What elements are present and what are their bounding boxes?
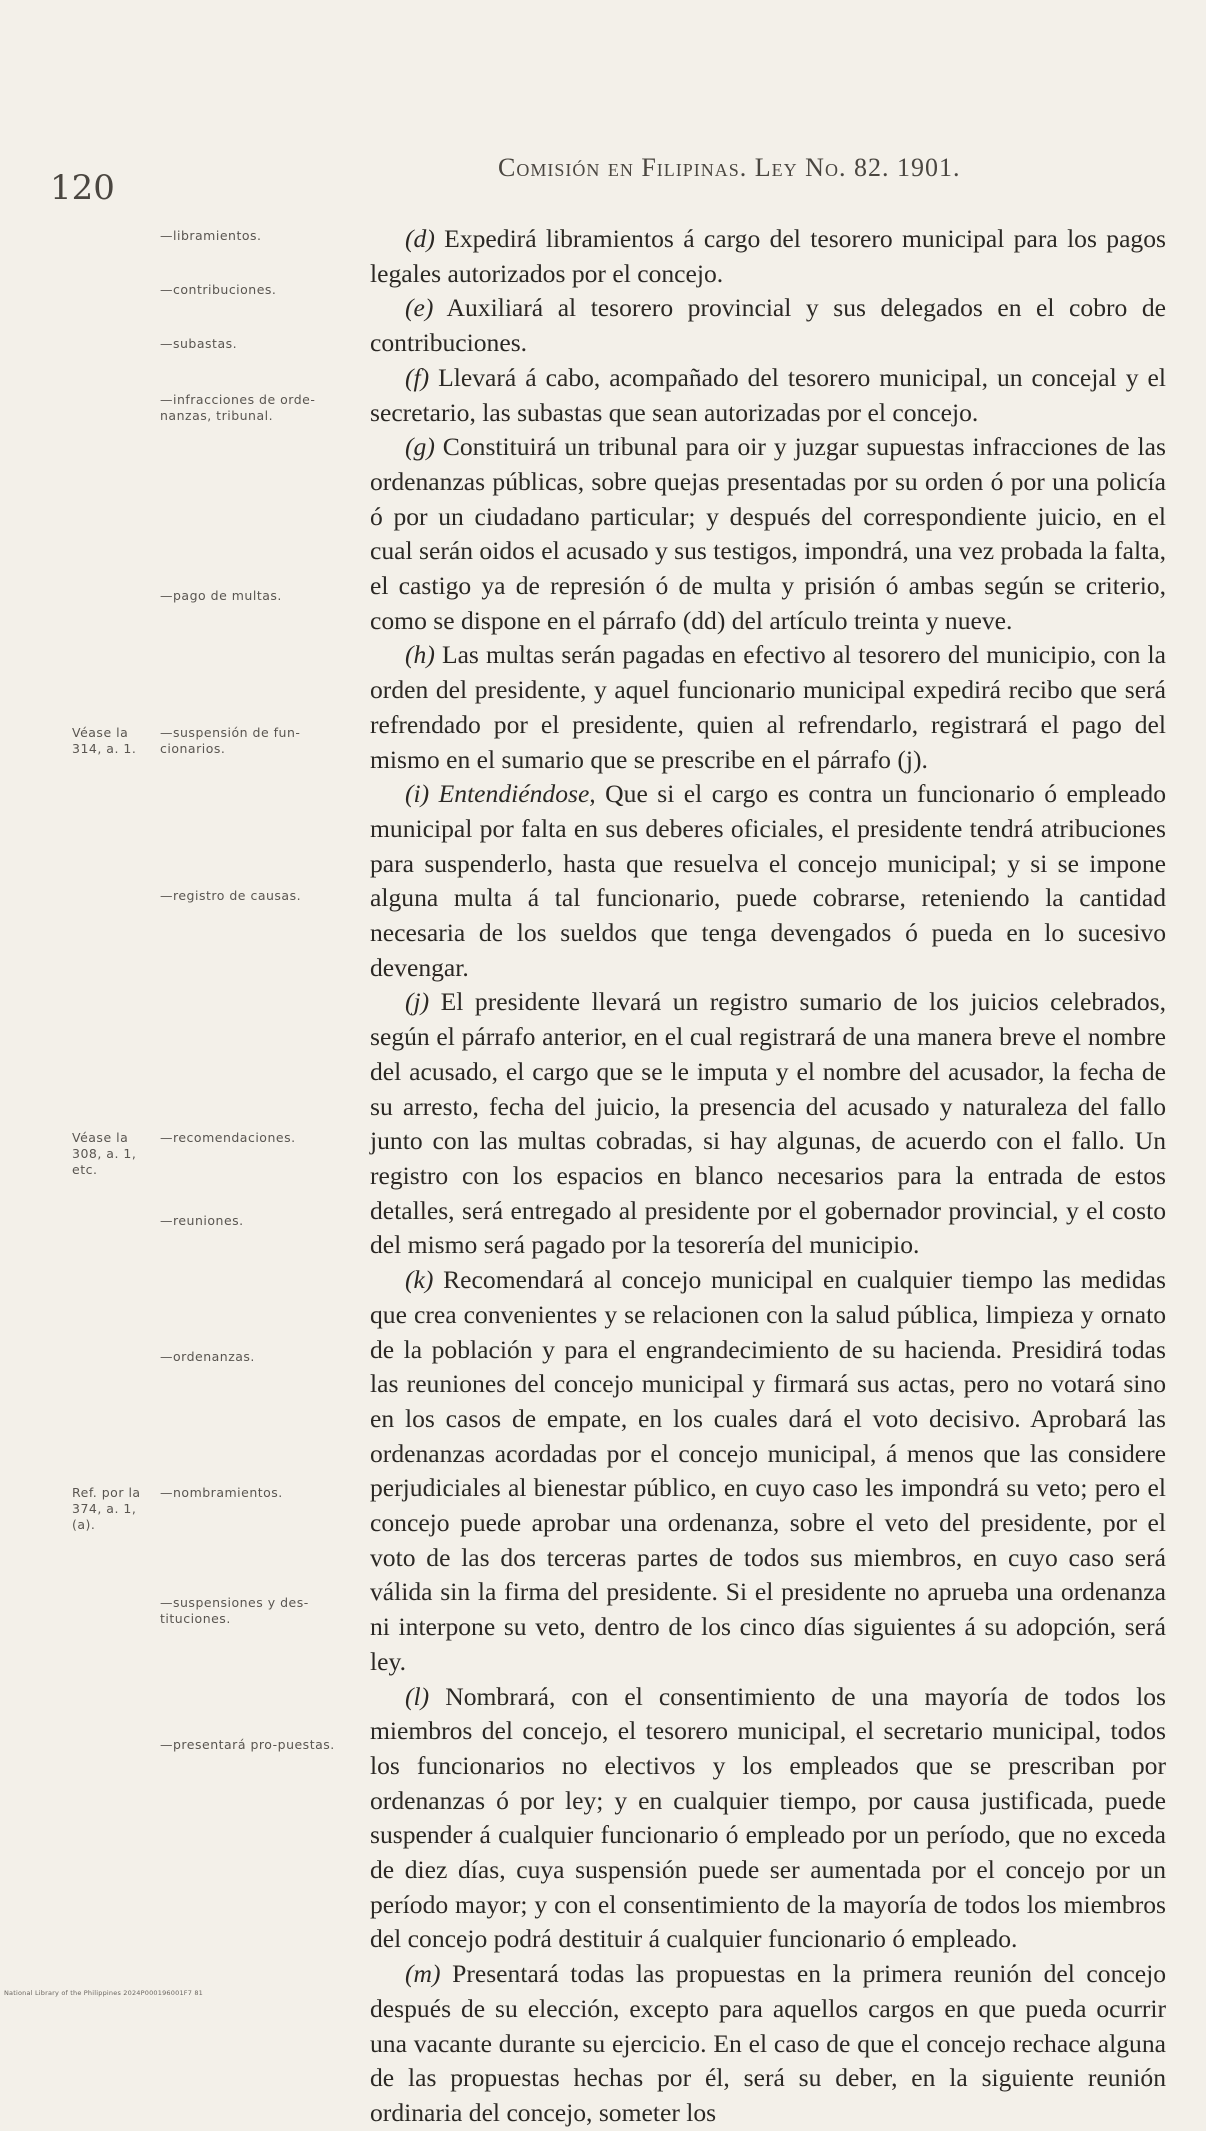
paragraph-text: Expedirá libramientos á cargo del tesorero municipal para los pagos legales autorizados por el concejo. (370, 224, 1166, 288)
paragraph-label: (g) (405, 432, 435, 462)
marginal-note: —nombramientos. (160, 1485, 283, 1500)
marginal-note: —reuniones. (160, 1213, 244, 1228)
paragraph-k (370, 1263, 1166, 1679)
marginal-note: —contribuciones. (160, 282, 277, 297)
paragraph-m (370, 1957, 1166, 2131)
paragraph-text: Recomendará al concejo municipal en cualquier tiempo las medidas que crea convenientes y se relacionen con la salud pública, limpieza y ornato de la población y para el engrandecimiento de su hacienda. Presidirá todas las reuniones del concejo municipal y firmará sus actas, pero no votará sino en los casos de empate, en los cuales dará el voto decisivo. Aprobará las ordenanzas acordadas por el concejo municipal, á menos que las considere perjudiciales al bienestar público, en cuyo caso les impondrá su veto; pero el concejo puede aprobar una ordenanza, sobre el veto del presidente, por el voto de las dos terceras partes de todos sus miembros, en cuyo caso será válida sin la firma del presidente. Si el presidente no aprueba una ordenanza ni interpone su veto, dentro de los cinco días siguientes á su adopción, será ley. (370, 1265, 1166, 1676)
paragraph-label: (h) (405, 640, 435, 670)
paragraph-l (370, 1680, 1166, 1958)
marginal-reference: Ref. por la 374, a. 1, (a). (72, 1485, 141, 1532)
paragraph-label: (e) (405, 293, 434, 323)
marginal-note: —pago de multas. (160, 588, 282, 603)
paragraph-e (370, 291, 1166, 360)
marginal-note: —infracciones de orde-nanzas, tribunal. (160, 392, 316, 423)
paragraph-text: Que si el cargo es contra un funcionario ó empleado municipal por falta en sus deberes oficiales, el presidente tendrá atribuciones para suspenderlo, hasta que resuelva el concejo municipal; y si se impone alguna multa á tal funcionario, puede cobrarse, reteniendo la cantidad necesaria de los sueldos que tenga devengados ó pueda en lo sucesivo devengar. (370, 779, 1166, 982)
marginal-note: —libramientos. (160, 228, 262, 243)
paragraph-label: (f) (405, 362, 430, 392)
scan-footer: National Library of the Philippines 2024P000196001F7 81 (4, 1989, 203, 1997)
marginal-note: —ordenanzas. (160, 1349, 255, 1364)
paragraph-label: (l) (405, 1681, 430, 1711)
marginal-note: —suspensión de fun-cionarios. (160, 725, 301, 756)
marginal-note: —registro de causas. (160, 888, 302, 903)
paragraph-g (370, 430, 1166, 638)
paragraph-f (370, 361, 1166, 430)
paragraph-text: Las multas serán pagadas en efectivo al tesorero del municipio, con la orden del presidente, y aquel funcionario municipal expedirá recibo que será refrendado por el presidente, quien al refrendarlo, registrará el pago del mismo en el sumario que se prescribe en el párrafo (j). (370, 640, 1166, 774)
paragraph-text: Constituirá un tribunal para oir y juzgar supuestas infracciones de las ordenanzas públicas, sobre quejas presentadas por su orden ó por una policía ó por un ciudadano particular; y después del correspondiente juicio, en el cual serán oidos el acusado y sus testigos, impondrá, una vez probada la falta, el castigo ya de represión ó de multa y prisión ó ambas según se criterio, como se dispone en el párrafo (dd) del artículo treinta y nueve. (370, 432, 1167, 635)
marginal-note: —suspensiones y des-tituciones. (160, 1595, 309, 1626)
paragraph-label: (i) (405, 779, 430, 809)
page-number: 120 (50, 168, 115, 208)
paragraph-emphasis: Entendiéndose, (429, 779, 596, 809)
marginal-reference: Véase la 314, a. 1. (72, 725, 137, 756)
paragraph-text: El presidente llevará un registro sumario de los juicios celebrados, según el párrafo anterior, en el cual registrará de una manera breve el nombre del acusado, el cargo que se le imputa y el nombre del acusador, la fecha de su arresto, fecha del juicio, la presencia del acusado y naturaleza del fallo junto con las multas cobradas, si hay algunas, de acuerdo con el fallo. Un registro con los espacios en blanco necesarios para la entrada de estos detalles, será entregado al presidente por el gobernador provincial, y el costo del mismo será pagado por la tesorería del municipio. (370, 987, 1166, 1260)
paragraph-j (370, 985, 1166, 1263)
marginal-note: —subastas. (160, 336, 238, 351)
paragraph-text: Presentará todas las propuestas en la primera reunión del concejo después de su elección, excepto para aquellos cargos en que pueda ocurrir una vacante durante su ejercicio. En el caso de que el concejo rechace alguna de las propuestas hechas por él, será su deber, en la siguiente reunión ordinaria del concejo, someter los (370, 1959, 1166, 2127)
paragraph-label: (d) (405, 224, 435, 253)
marginal-note: —presentará pro-puestas. (160, 1737, 335, 1752)
paragraph-i (370, 777, 1166, 985)
paragraph-d (370, 222, 1166, 291)
paragraph-h (370, 638, 1166, 777)
paragraph-text: Llevará á cabo, acompañado del tesorero municipal, un concejal y el secretario, las subastas que sean autorizadas por el concejo. (370, 362, 1166, 427)
running-head: Comisión en Filipinas. Ley No. 82. 1901. (498, 153, 961, 182)
paragraph-label: (m) (405, 1959, 441, 1989)
paragraph-text: Auxiliará al tesorero provincial y sus delegados en el cobro de contribuciones. (370, 293, 1166, 358)
body-text (370, 222, 1166, 2131)
marginal-note: —recomendaciones. (160, 1130, 296, 1145)
paragraph-label: (k) (405, 1265, 434, 1295)
marginal-reference: Véase la 308, a. 1, etc. (72, 1130, 137, 1177)
paragraph-label: (j) (405, 987, 430, 1017)
paragraph-text: Nombrará, con el consentimiento de una mayoría de todos los miembros del concejo, el tesorero municipal, el secretario municipal, todos los funcionarios no electivos y los empleados que se prescriban por ordenanzas ó por ley; y en cualquier tiempo, por causa justificada, puede suspender á cualquier funcionario ó empleado por un período, que no exceda de diez días, cuya suspensión puede ser aumentada por el concejo por un período mayor; y con el consentimiento de la mayoría de todos los miembros del concejo podrá destituir á cualquier funcionario ó empleado. (370, 1681, 1166, 1954)
